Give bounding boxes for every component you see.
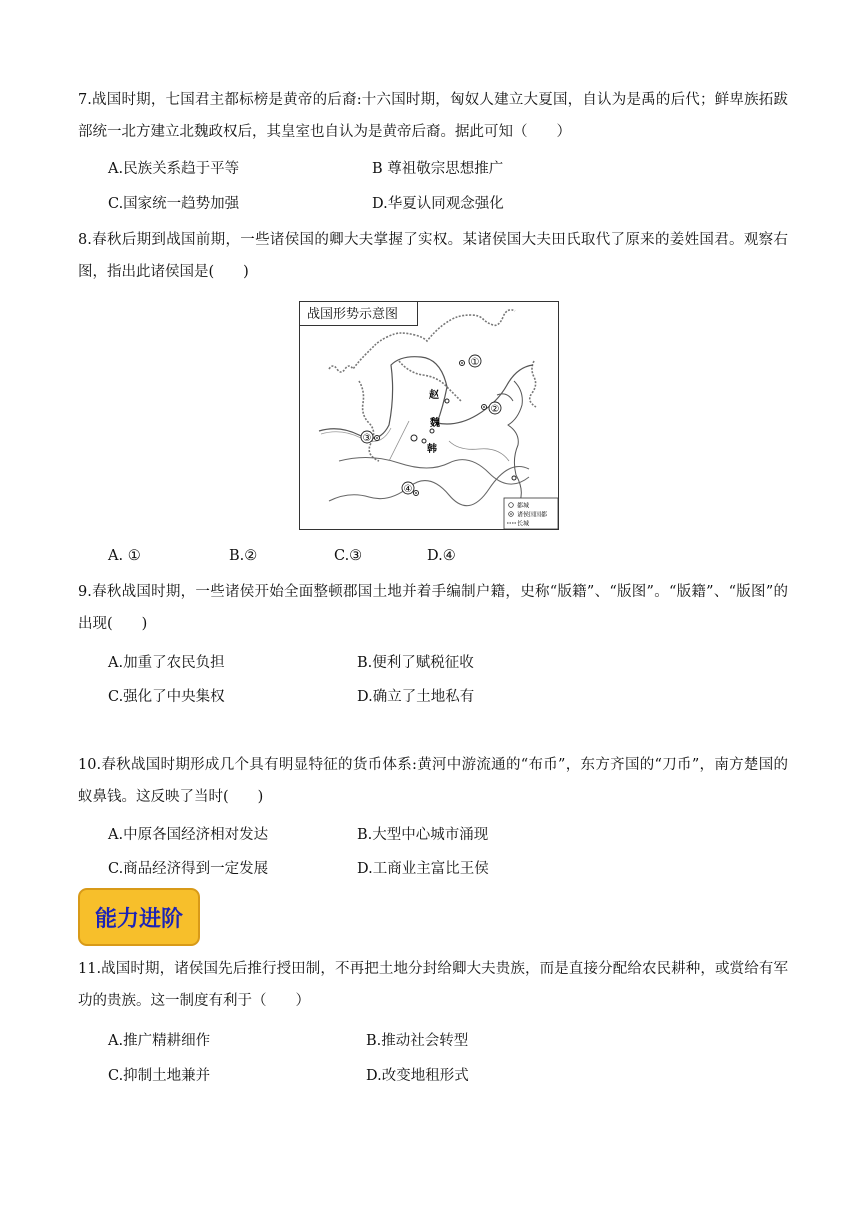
q11-option-b[interactable]: B.推动社会转型	[366, 1033, 469, 1049]
q10-option-a[interactable]: A.中原各国经济相对发达	[108, 827, 269, 843]
q9-option-d[interactable]: D.确立了土地私有	[357, 689, 475, 705]
question-7-text: 7.战国时期，七国君主都标榜是黄帝的后裔:十六国时期，匈奴人建立大夏国，自认为是禹的后代；鲜卑族拓跋部统一北方建立北魏政权后，其皇室也自认为是黄帝后裔。据此可知（ ）	[78, 92, 788, 140]
capital-marker-zhao	[445, 399, 449, 403]
q7-option-b[interactable]: B 尊祖敬宗思想推广	[372, 161, 504, 177]
section-badge-ability-advance	[78, 888, 200, 946]
q10-option-d[interactable]: D.工商业主富比王侯	[357, 861, 489, 877]
legend-state-capital-label: 诸侯国国都	[517, 511, 548, 519]
section-badge-label: 能力进阶	[94, 906, 183, 932]
q7-option-d[interactable]: D.华夏认同观念强化	[372, 196, 504, 212]
capital-marker-east	[512, 476, 516, 480]
capital-marker-luoyi	[411, 435, 417, 441]
map-legend	[504, 498, 558, 529]
q11-option-d[interactable]: D.改变地租形式	[366, 1068, 469, 1084]
legend-capital-label: 都城	[517, 502, 530, 510]
q11-option-c[interactable]: C.抑制土地兼并	[108, 1068, 211, 1084]
capital-marker-wei	[430, 429, 434, 433]
marker-3-label: ③	[362, 433, 372, 444]
legend-wall-label: 长城	[517, 520, 530, 528]
state-label-han: 韩	[427, 444, 437, 455]
q10-option-c[interactable]: C.商品经济得到一定发展	[108, 861, 269, 877]
q10-option-b[interactable]: B.大型中心城市涌现	[357, 827, 489, 843]
q11-option-a[interactable]: A.推广精耕细作	[108, 1033, 211, 1049]
q8-option-b[interactable]: B.②	[229, 548, 258, 564]
q9-option-b[interactable]: B.便利了赋税征收	[357, 655, 474, 671]
q8-option-a[interactable]: A. ①	[108, 548, 141, 564]
question-10	[78, 749, 788, 813]
q7-option-c[interactable]: C.国家统一趋势加强	[108, 196, 240, 212]
question-8	[78, 224, 788, 288]
question-10-text: 10.春秋战国时期形成几个具有明显特征的货币体系:黄河中游流通的“布币”，东方齐国的“刀币”，南方楚国的蚁鼻钱。这反映了当时( )	[78, 757, 788, 805]
question-9	[78, 576, 788, 640]
question-9-text: 9.春秋战国时期，一些诸侯开始全面整顿郡国土地并着手编制户籍，史称“版籍”、“版图”。“版籍”、“版图”的出现( )	[78, 584, 788, 632]
question-7	[78, 84, 788, 148]
q8-option-c[interactable]: C.③	[334, 548, 363, 564]
question-11	[78, 953, 788, 1017]
q7-option-a[interactable]: A.民族关系趋于平等	[108, 161, 240, 177]
question-11-text: 11.战国时期，诸侯国先后推行授田制，不再把土地分封给卿大夫贵族，而是直接分配给农民耕种，或赏给有军功的贵族。这一制度有利于（ ）	[78, 961, 788, 1009]
state-label-wei: 魏	[430, 418, 440, 429]
q8-option-d[interactable]: D.④	[427, 548, 456, 564]
marker-2-label: ②	[490, 404, 500, 415]
q9-option-c[interactable]: C.强化了中央集权	[108, 689, 225, 705]
map-title: 战国形势示意图	[307, 307, 399, 322]
state-label-zhao: 赵	[429, 390, 439, 401]
q9-option-a[interactable]: A.加重了农民负担	[108, 655, 225, 671]
warring-states-map	[299, 301, 559, 530]
capital-marker-han	[422, 439, 426, 443]
question-8-text: 8.春秋后期到战国前期，一些诸侯国的卿大夫掌握了实权。某诸侯国大夫田氏取代了原来的姜姓国君。观察右图，指出此诸侯国是( )	[78, 232, 788, 280]
marker-4-label: ④	[403, 484, 413, 495]
marker-1-label: ①	[470, 357, 480, 368]
